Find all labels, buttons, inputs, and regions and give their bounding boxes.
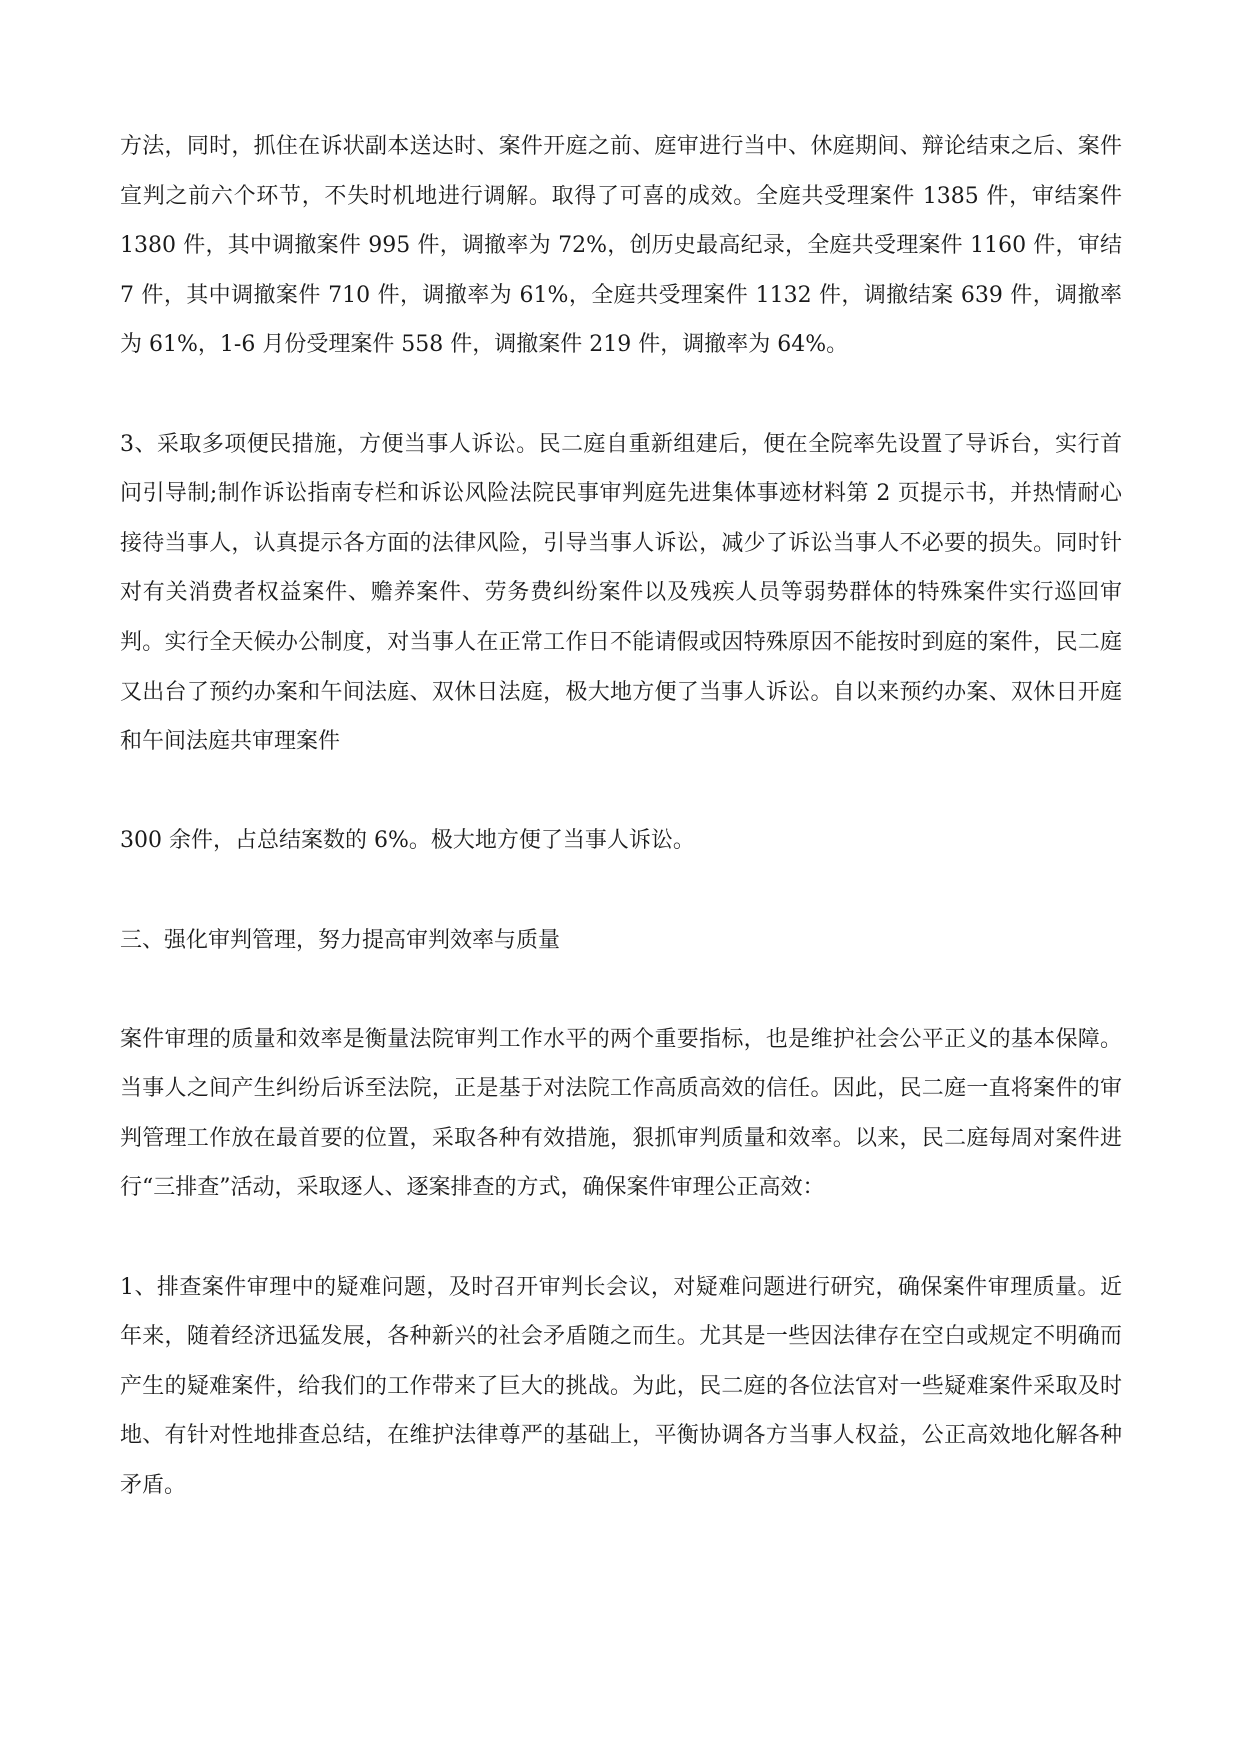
paragraph-convenience-measures: 3、采取多项便民措施，方便当事人诉讼。民二庭自重新组建后，便在全院率先设置了导诉台，实行首问引导制;制作诉讼指南专栏和诉讼风险法院民事审判庭先进集体事迹材料第 2 页提示书，并热情耐心接待当事人，认真提示各方面的法律风险，引导当事人诉讼，减少了诉讼当事人不必要的损失。同时针对有关消费者权益案件、赡养案件、劳务费纠纷案件以及残疾人员等弱势群体的特殊案件实行巡回审判。实行全天候办公制度，对当事人在正常工作日不能请假或因特殊原因不能按时到庭的案件，民二庭又出台了预约办案和午间法庭、双休日法庭，极大地方便了当事人诉讼。自以来预约办案、双休日开庭和午间法庭共审理案件: [120, 431, 1122, 755]
paragraph-difficult-cases: 1、排查案件审理中的疑难问题，及时召开审判长会议，对疑难问题进行研究，确保案件审理质量。近年来，随着经济迅猛发展，各种新兴的社会矛盾随之而生。尤其是一些因法律存在空白或规定不明确而产生的疑难案件，给我们的工作带来了巨大的挑战。为此，民二庭的各位法官对一些疑难案件采取及时地、有针对性地排查总结，在维护法律尊严的基础上，平衡协调各方当事人权益，公正高效地化解各种矛盾。: [120, 1274, 1122, 1499]
section-heading-trial-management: 三、强化审判管理，努力提高审判效率与质量: [120, 927, 561, 953]
paragraph-quality-efficiency: 案件审理的质量和效率是衡量法院审判工作水平的两个重要指标，也是维护社会公平正义的基本保障。当事人之间产生纠纷后诉至法院，正是基于对法院工作高质高效的信任。因此，民二庭一直将案件的审判管理工作放在最首要的位置，采取各种有效措施，狠抓审判质量和效率。以来，民二庭每周对案件进行“三排查”活动，采取逐人、逐案排查的方式，确保案件审理公正高效：: [120, 1026, 1122, 1201]
paragraph-mediation-results: 方法，同时，抓住在诉状副本送达时、案件开庭之前、庭审进行当中、休庭期间、辩论结束之后、案件宣判之前六个环节，不失时机地进行调解。取得了可喜的成效。全庭共受理案件 1385 件，审结案件 1380 件，其中调撤案件 995 件，调撤率为 72%，创历史最高纪录，全庭共受理案件 1160 件，审结 7 件，其中调撤案件 710 件，调撤率为 61%，全庭共受理案件 1132 件，调撤结案 639 件，调撤率为 61%，1-6 月份受理案件 558 件，调撤案件 219 件，调撤率为 64%。: [120, 134, 1122, 358]
paragraph-appointment-cases: 300 余件，占总结案数的 6%。极大地方便了当事人诉讼。: [120, 828, 695, 854]
document-body: [120, 122, 1122, 1511]
